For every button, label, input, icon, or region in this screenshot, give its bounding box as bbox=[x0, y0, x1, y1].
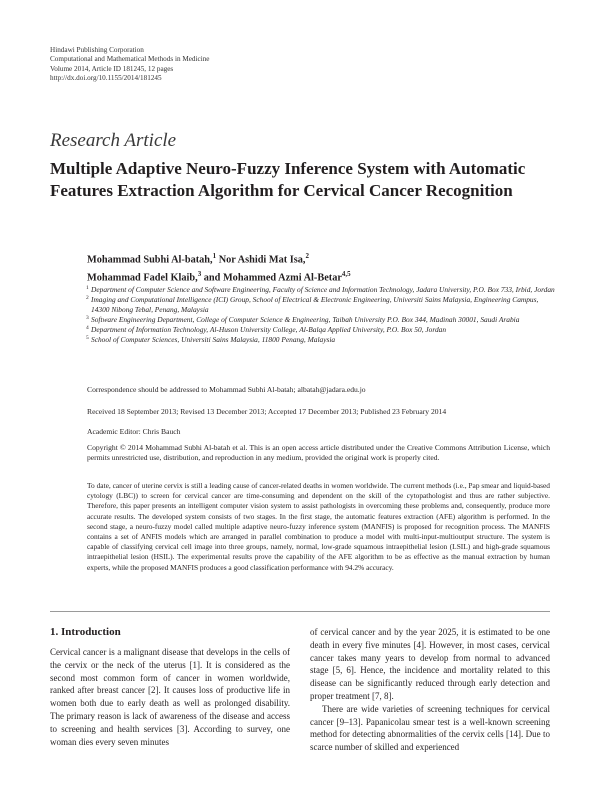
journal-header bbox=[50, 46, 210, 84]
doi-link[interactable]: http://dx.doi.org/10.1155/2014/181245 bbox=[50, 74, 162, 83]
paper-title: Multiple Adaptive Neuro-Fuzzy Inference System with Automatic Features Extraction Algorithm for Cervical Cancer Recognition bbox=[50, 159, 526, 200]
author-affiliation-mark: 2 bbox=[305, 252, 309, 260]
article-type: Research Article bbox=[50, 130, 177, 151]
author-affiliation-mark: 1 bbox=[212, 252, 217, 260]
body-column-right bbox=[310, 626, 550, 754]
affiliation-item: 4 Department of Information Technology, Al-Huson University College, Al-Balqa Applied University, P.O. Box 50, Jordan bbox=[86, 325, 447, 334]
academic-editor: Academic Editor: Chris Bauch bbox=[87, 427, 181, 436]
body-paragraph: There are wide varieties of screening techniques for cervical cancer [9–13]. Papanicolau smear test is a well-known screening method for detecting abnormalities of the cervix cells [14]. Due to scarce number of skilled and experienced bbox=[310, 703, 550, 753]
affiliations bbox=[87, 285, 557, 345]
author-name: and Mohammed Azmi Al-Betar bbox=[203, 272, 342, 284]
author-affiliation-mark: 3 bbox=[197, 270, 202, 279]
journal-name: Computational and Mathematical Methods in Medicine bbox=[50, 55, 210, 64]
abstract: To date, cancer of uterine cervix is still a leading cause of cancer-related deaths in women worldwide. The current methods (i.e., Pap smear and liquid-based cytology (LBC)) to screen for cervical cancer are time-consuming and dependent on the skill of the cytopathologist and thus are rather subjective. Therefore, this paper presents an intelligent computer vision system to assist pathologists in overcoming these problems and, consequently, produce more accurate results. The developed system consists of two stages. In the first stage, the automatic features extraction (AFE) algorithm is performed. In the second stage, a neuro-fuzzy model called multiple adaptive neuro-fuzzy inference system (MANFIS) is proposed for recognition process. The MANFIS contains a set of ANFIS models which are arranged in parallel combination to produce a model with multi-input-multioutput structure. The system is capable of classifying cervical cell image into three groups, namely, normal, low-grade squamous intraepithelial lesion (LSIL) and high-grade squamous intraepithelial lesion (HSIL). The experimental results prove the capability of the AFE algorithm to be as effective as the manual extraction by human experts, while the proposed MANFIS produces a good classification performance with 94.2% accuracy. bbox=[87, 481, 550, 572]
correspondence: Correspondence should be addressed to Mohammad Subhi Al-batah; albatah@jadara.edu.jo bbox=[87, 385, 366, 394]
section-heading: 1. Introduction bbox=[50, 626, 121, 638]
body-paragraph: Cervical cancer is a malignant disease that develops in the cells of the cervix or the neck of the uterus [1]. It is considered as the second most common form of cancer in women worldwide, ranked after breast cancer [2]. It causes loss of productive life in women both due to early death as well as prolonged disability. The primary reason is lack of awareness of the disease and access to screening and health services [3]. According to survey, one woman dies every seven minutes bbox=[50, 647, 290, 747]
article-dates: Received 18 September 2013; Revised 13 December 2013; Accepted 17 December 2013; Published 23 February 2014 bbox=[87, 407, 447, 416]
affiliation-item: 2 Imaging and Computational Intelligence (ICI) Group, School of Electrical & Electronic Engineering, Universiti Sains Malaysia, Engineering Campus, 14300 Nibong Tebal, Penang, Malaysia bbox=[86, 295, 539, 314]
publisher: Hindawi Publishing Corporation bbox=[50, 46, 144, 54]
affiliation-item: 1 Department of Computer Science and Software Engineering, Faculty of Science and Information Technology, Jadara University, P.O. Box 733, Irbid, Jordan bbox=[86, 285, 555, 294]
author-affiliation-mark: 4,5 bbox=[341, 270, 351, 279]
section-divider bbox=[50, 611, 550, 612]
author-name: Mohammad Subhi Al-batah, bbox=[87, 254, 213, 266]
affiliation-item: 3 Software Engineering Department, College of Computer Science & Engineering, Taibah University P.O. Box 344, Madinah 30001, Saudi Arabia bbox=[86, 315, 520, 324]
body-column-left bbox=[50, 646, 290, 748]
affiliation-item: 5 School of Computer Sciences, Universiti Sains Malaysia, 11800 Penang, Malaysia bbox=[86, 335, 336, 344]
author-name: Mohammad Fadel Klaib, bbox=[87, 272, 198, 284]
volume-info: Volume 2014, Article ID 181245, 12 pages bbox=[50, 64, 174, 73]
body-paragraph: of cervical cancer and by the year 2025, it is estimated to be one death in every five minutes [4]. However, in most cases, cervical cancer takes many years to develop from normal to advanced stage [5, 6]. Hence, the incidence and mortality related to this disease can be significantly reduced through early detection and proper treatment [7, 8]. bbox=[310, 627, 550, 701]
author-list bbox=[87, 249, 567, 286]
copyright-notice: Copyright © 2014 Mohammad Subhi Al-batah et al. This is an open access article distributed under the Creative Commons Attribution License, which permits unrestricted use, distribution, and reproduction in any medium, provided the original work is properly cited. bbox=[87, 443, 550, 462]
author-name: Nor Ashidi Mat Isa, bbox=[218, 254, 306, 266]
